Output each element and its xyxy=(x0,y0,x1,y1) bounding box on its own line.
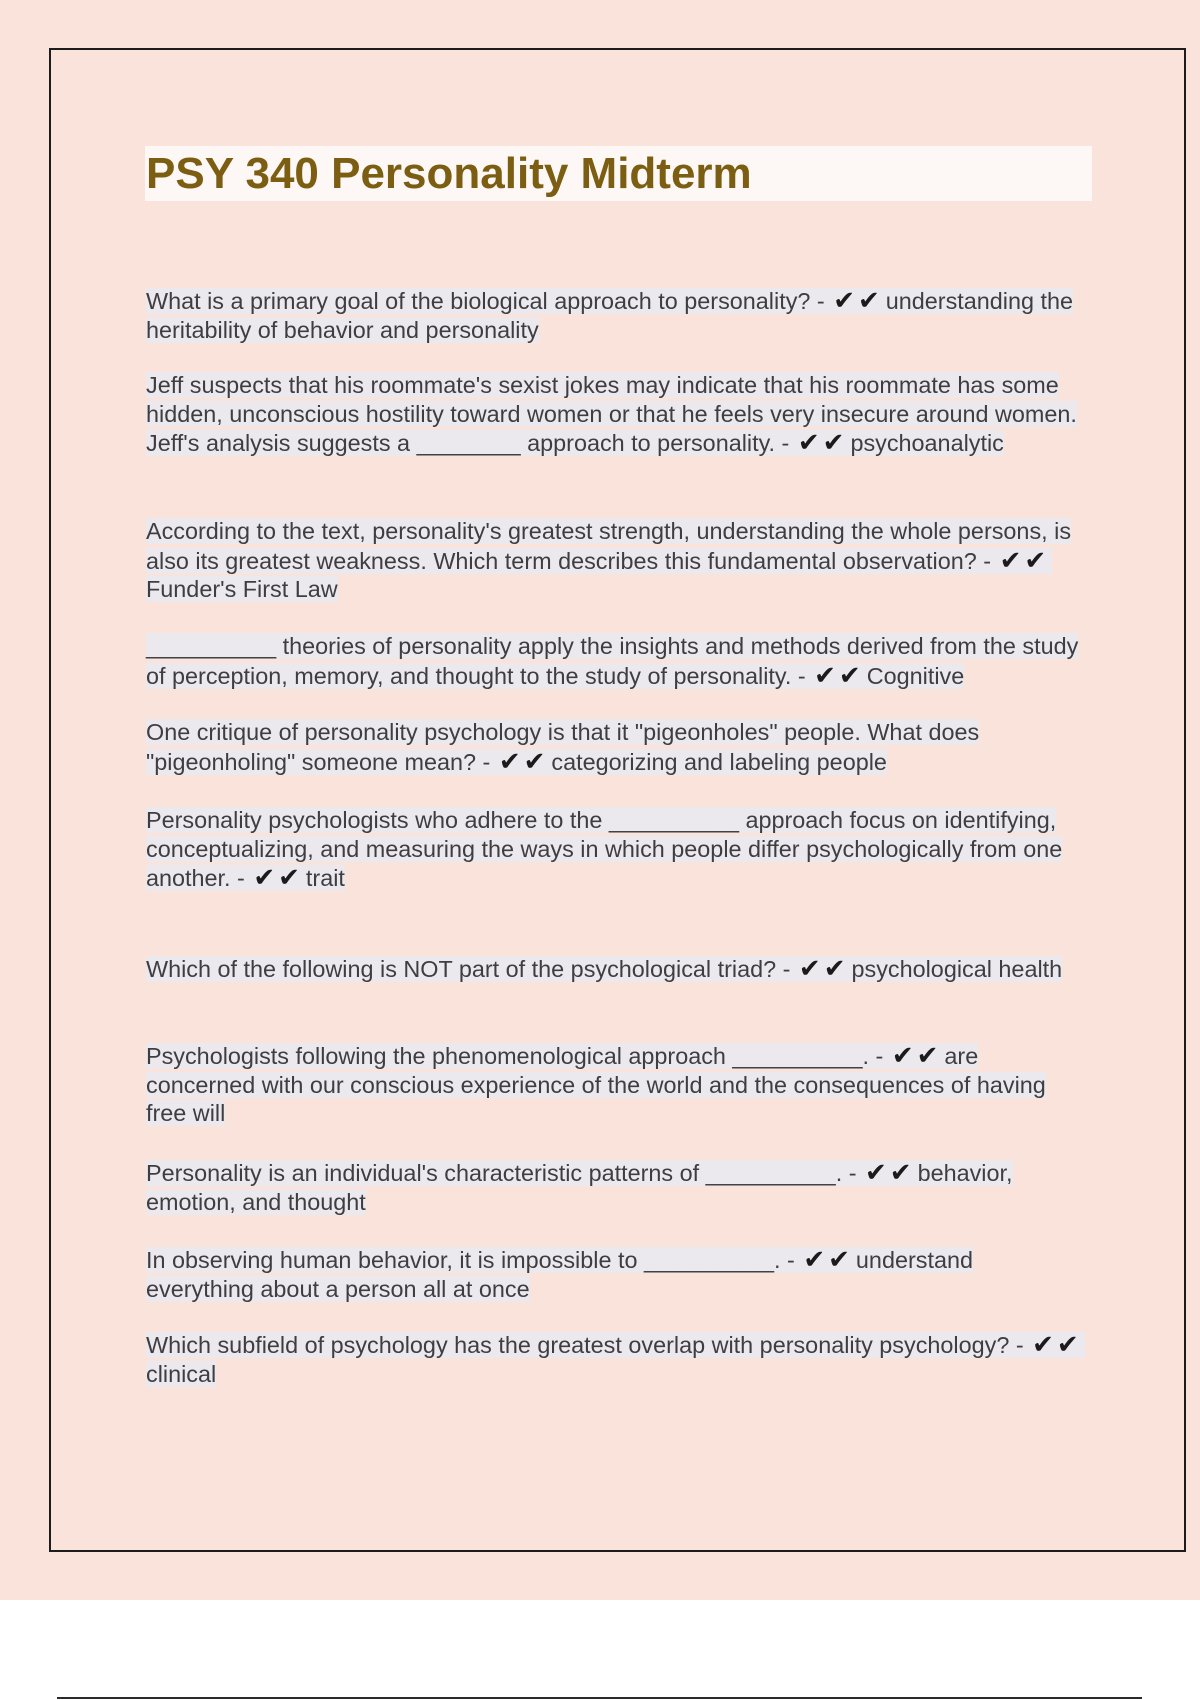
qa-item xyxy=(146,371,1086,458)
double-check-icon: ✔✔ xyxy=(803,1244,853,1274)
page-title: PSY 340 Personality Midterm xyxy=(146,149,752,198)
qa-item xyxy=(146,1158,1086,1216)
answer-text: understand everything about a person all at once xyxy=(146,1247,973,1302)
qa-item xyxy=(146,718,1086,776)
question-text: Personality is an individual's characteristic patterns of __________. - xyxy=(146,1160,857,1186)
answer-text: Cognitive xyxy=(866,662,965,689)
double-check-icon: ✔✔ xyxy=(253,862,303,892)
question-text: One critique of personality psychology is that it "pigeonholes" people. What does "pigeonholing" someone mean? - xyxy=(146,719,980,775)
question-text: What is a primary goal of the biological approach to personality? - xyxy=(146,288,825,314)
qa-item xyxy=(146,1041,1086,1128)
double-check-icon: ✔✔ xyxy=(864,1157,915,1187)
qa-item xyxy=(146,517,1086,604)
double-check-icon: ✔✔ xyxy=(999,544,1050,575)
double-check-icon: ✔✔ xyxy=(891,1040,942,1070)
answer-text: psychoanalytic xyxy=(850,430,1004,456)
answer-text: understanding the heritability of behavior and personality xyxy=(146,288,1074,343)
double-check-icon: ✔✔ xyxy=(498,745,549,776)
double-check-icon: ✔✔ xyxy=(797,427,848,457)
question-text: Which of the following is NOT part of the psychological triad? - xyxy=(146,956,791,982)
question-text: In observing human behavior, it is impossible to __________. - xyxy=(146,1247,795,1273)
qa-item xyxy=(146,286,1086,344)
double-check-icon: ✔✔ xyxy=(798,953,849,983)
answer-text: behavior, emotion, and thought xyxy=(146,1160,1013,1215)
answer-text: Funder's First Law xyxy=(146,576,338,602)
qa-item xyxy=(146,1330,1086,1388)
answer-text: psychological health xyxy=(851,956,1063,982)
answer-text: categorizing and labeling people xyxy=(551,748,887,775)
qa-item xyxy=(146,954,1086,984)
double-check-icon: ✔✔ xyxy=(833,285,883,315)
question-text: Personality psychologists who adhere to the __________ approach focus on identifying, conceptualizing, and measuring the ways in which people differ psychologically from one another. - xyxy=(146,807,1063,891)
qa-item xyxy=(146,1245,1086,1303)
question-text: Psychologists following the phenomenological approach __________. - xyxy=(146,1043,884,1069)
answer-text: clinical xyxy=(146,1360,217,1387)
answer-text: are concerned with our conscious experience of the world and the consequences of having free will xyxy=(146,1043,1046,1126)
question-text: __________ theories of personality apply the insights and methods derived from the study of perception, memory, and thought to the study of personality. - xyxy=(146,633,1079,689)
answer-text: trait xyxy=(305,865,345,891)
qa-item xyxy=(146,632,1086,690)
question-text: Which subfield of psychology has the greatest overlap with personality psychology? - xyxy=(146,1332,1024,1358)
footer-divider xyxy=(57,1697,1142,1699)
qa-item xyxy=(146,806,1086,893)
double-check-icon: ✔✔ xyxy=(1032,1329,1082,1359)
question-text: According to the text, personality's greatest strength, understanding the whole persons, is also its greatest weakness. Which term describes this fundamental observation? - xyxy=(146,518,1072,574)
document-frame xyxy=(49,48,1186,1552)
double-check-icon: ✔✔ xyxy=(814,659,864,690)
question-text: Jeff suspects that his roommate's sexist jokes may indicate that his roommate has some hidden, unconscious hostility toward women or that he feels very insecure around women. Jeff's analysis suggests a ________ approach to personality. - xyxy=(146,372,1077,456)
